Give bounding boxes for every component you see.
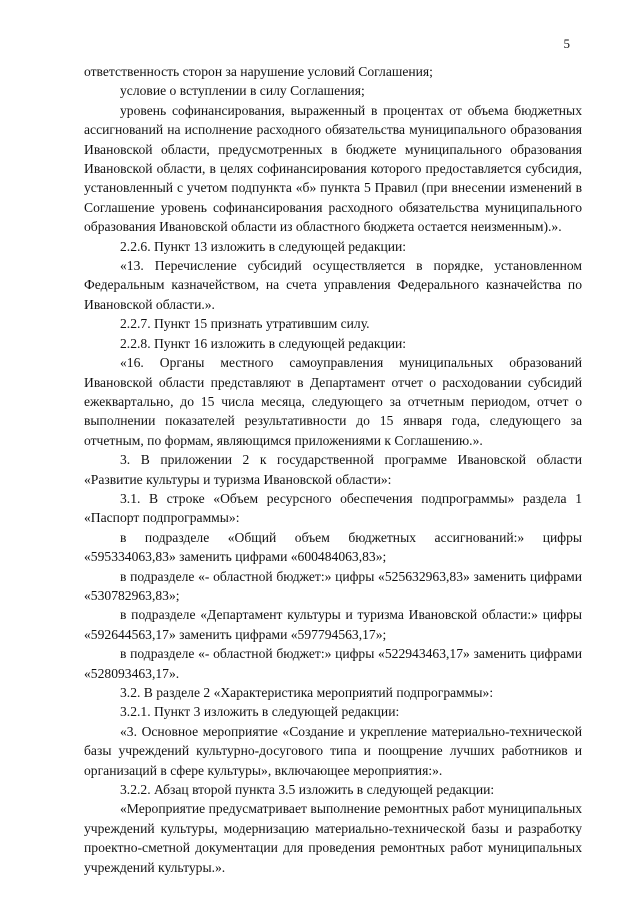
document-body [84,62,582,877]
paragraph: в подразделе «- областной бюджет:» цифры «525632963,83» заменить цифрами «530782963,83»; [84,568,582,603]
paragraph: 3.2. В разделе 2 «Характеристика мероприятий подпрограммы»: [120,685,494,700]
page-number: 5 [563,36,570,51]
paragraph: уровень софинансирования, выраженный в процентах от объема бюджетных ассигнований на исполнение расходного обязательства муниципального образования Ивановской области, предусмотренных в бюджете муниципального образования Ивановской области, в целях софинансирования которого предоставляется субсидия, установленный с учетом подпункта «б» пункта 5 Правил (при внесении изменений в Соглашение уровень софинансирования расходного обязательства муниципального образования Ивановской области из областного бюджета остается неизменным).». [84,102,582,235]
paragraph: условие о вступлении в силу Соглашения; [120,83,365,99]
paragraph: в подразделе «- областной бюджет:» цифры «522943463,17» заменить цифрами «528093463,17». [84,646,582,681]
paragraph: 3.1. В строке «Объем ресурсного обеспечения подпрограммы» раздела 1 «Паспорт подпрограммы»: [84,490,582,526]
paragraph: «3. Основное мероприятие «Создание и укрепление материально-технической базы учреждений культурно-досугового типа и поощрение лучших работников и организаций в сфере культуры», включающее мероприятия:». [84,723,582,778]
paragraph: «16. Органы местного самоуправления муниципальных образований Ивановской области представляют в Департамент отчет о расходовании субсидий ежеквартально, до 15 числа месяца, следующего за отчетным периодом, отчет о выполнении показателей результативности до 15 января года, следующего за отчетным, по формам, являющимся приложениями к Соглашению.». [84,355,582,448]
paragraph: в подразделе «Общий объем бюджетных ассигнований:» цифры «595334063,83» заменить цифрами «600484063,83»; [84,529,582,565]
paragraph: 3. В приложении 2 к государственной программе Ивановской области «Развитие культуры и туризма Ивановской области»: [84,452,582,487]
paragraph: «13. Перечисление субсидий осуществляется в порядке, установленном Федеральным казначейством, на счета управления Федерального казначейства по Ивановской области.». [84,258,582,312]
paragraph: 2.2.7. Пункт 15 признать утратившим силу. [120,316,370,332]
paragraph: 2.2.8. Пункт 16 изложить в следующей редакции: [120,335,407,351]
paragraph: 2.2.6. Пункт 13 изложить в следующей редакции: [120,238,407,254]
paragraph: 3.2.1. Пункт 3 изложить в следующей редакции: [120,704,400,720]
paragraph: «Мероприятие предусматривает выполнение ремонтных работ муниципальных учреждений культуры, модернизацию материально-технической базы и разработку проектно-сметной документации для проведения ремонтных работ муниципальных учреждений культуры.». [84,801,582,875]
paragraph: в подразделе «Департамент культуры и туризма Ивановской области:» цифры «592644563,17» заменить цифрами «597794563,17»; [84,607,582,642]
paragraph: 3.2.2. Абзац второй пункта 3.5 изложить в следующей редакции: [120,782,495,798]
paragraph: ответственность сторон за нарушение условий Соглашения; [84,64,433,79]
